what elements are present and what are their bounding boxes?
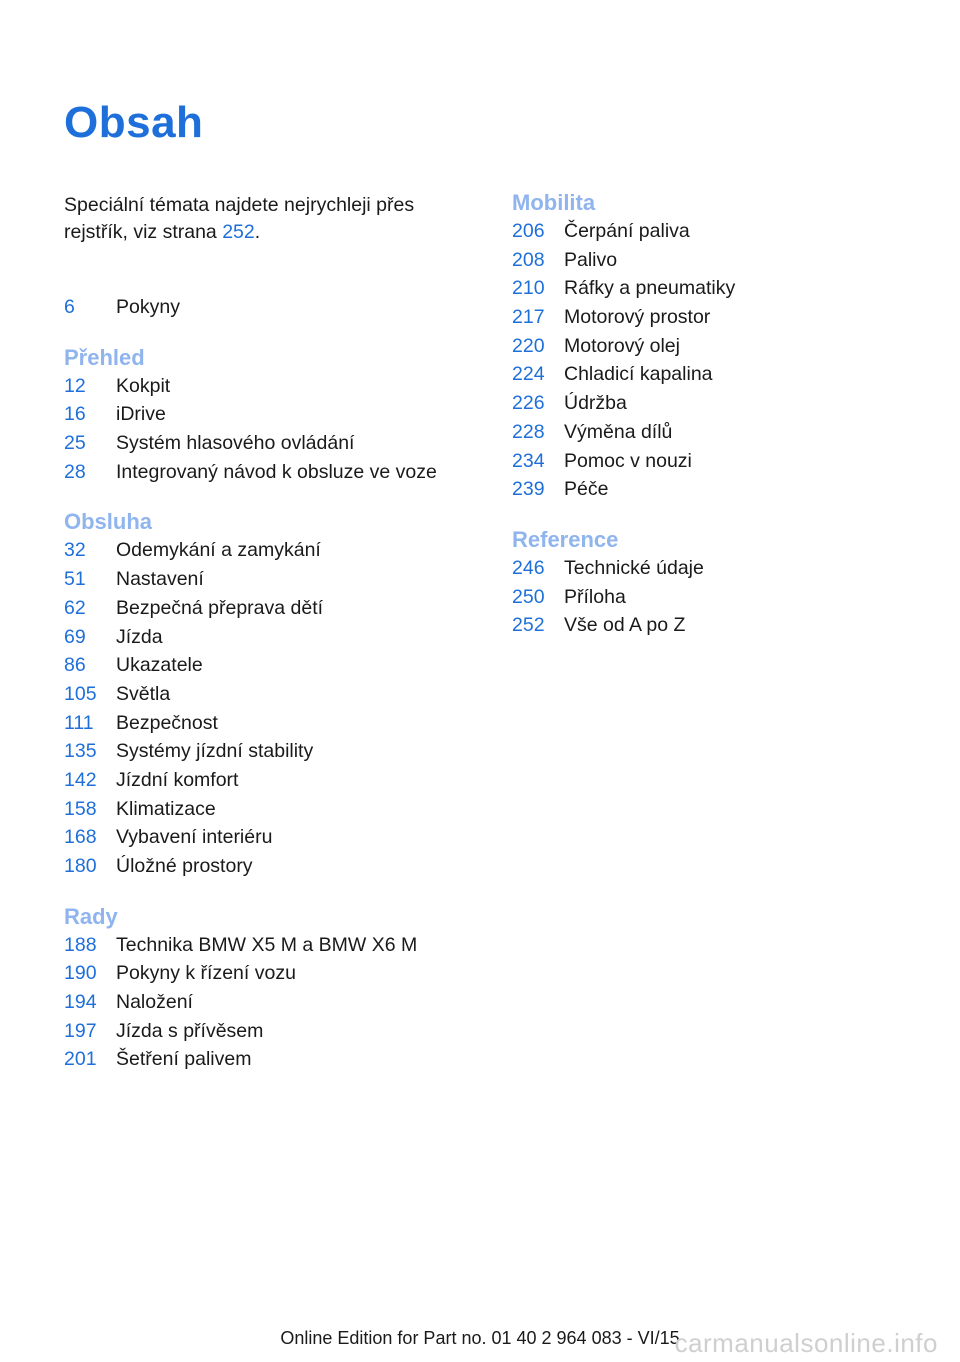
toc-entry[interactable] (64, 429, 464, 458)
toc-entry[interactable] (64, 680, 464, 709)
toc-entry-label[interactable]: Světla (116, 682, 171, 705)
toc-entry-label[interactable]: Nastavení (116, 568, 204, 591)
toc-entry-label[interactable]: Pokyny (116, 296, 180, 318)
toc-entry[interactable] (64, 1045, 464, 1074)
toc-page-number[interactable]: 12 (64, 374, 86, 397)
toc-entry[interactable] (64, 651, 464, 680)
section-title: Obsluha (64, 509, 153, 535)
toc-page-number[interactable]: 25 (64, 432, 86, 455)
intro-period: . (254, 221, 261, 243)
toc-entry-label[interactable]: Technika BMW X5 M a BMW X6 M (116, 933, 418, 956)
toc-entry[interactable] (64, 709, 464, 738)
toc-entry[interactable] (64, 623, 464, 652)
page-title: Obsah (64, 98, 204, 147)
toc-entry[interactable] (64, 400, 464, 429)
toc-page-number[interactable]: 194 (64, 991, 97, 1014)
toc-entry[interactable] (512, 360, 912, 389)
toc-entry-label[interactable]: Péče (564, 478, 609, 501)
section-title: Přehled (64, 344, 145, 370)
toc-entry-label[interactable]: Vše od A po Z (564, 614, 686, 637)
section-title: Rady (64, 903, 118, 929)
toc-page-number[interactable]: 111 (64, 711, 94, 734)
intro-line-1: Speciální témata najdete nejrychleji přes (64, 194, 415, 216)
toc-entry[interactable] (512, 274, 912, 303)
toc-entry[interactable] (64, 536, 464, 565)
toc-entry[interactable] (512, 303, 912, 332)
section-spacer (64, 486, 464, 508)
toc-entry[interactable] (64, 372, 464, 401)
toc-entry-label[interactable]: Bezpečná přeprava dětí (116, 596, 324, 619)
toc-entry[interactable] (64, 737, 464, 766)
toc-entry-label[interactable]: Integrovaný návod k obsluze ve voze (116, 460, 437, 483)
toc-entry-label[interactable]: Systém hlasového ovládání (116, 432, 355, 455)
toc-page-number[interactable]: 188 (64, 933, 97, 956)
toc-entry-label[interactable]: Čerpání paliva (564, 220, 690, 242)
toc-page-number[interactable]: 190 (64, 962, 97, 985)
toc-entry[interactable] (512, 554, 912, 583)
toc-entry-label[interactable]: Jízda s přívěsem (116, 1019, 264, 1042)
toc-entry-label[interactable]: Motorový prostor (564, 306, 711, 329)
toc-entry-label[interactable]: Pokyny k řízení vozu (116, 962, 296, 985)
toc-entry[interactable] (512, 418, 912, 447)
toc-entry[interactable] (512, 217, 912, 246)
toc-entry-label[interactable]: Vybavení interiéru (116, 826, 273, 849)
toc-page-number[interactable]: 28 (64, 460, 86, 483)
toc-entry-label[interactable]: Šetření palivem (116, 1048, 252, 1071)
toc-entry[interactable] (512, 583, 912, 612)
toc-entry-label[interactable]: Palivo (564, 248, 618, 271)
toc-page-number[interactable]: 217 (512, 306, 545, 329)
toc-page-number[interactable]: 6 (64, 296, 75, 318)
toc-entry[interactable] (512, 389, 912, 418)
toc-entry-label[interactable]: Jízdní komfort (116, 768, 239, 791)
toc-page-number[interactable]: 16 (64, 403, 86, 426)
toc-page-number[interactable]: 135 (64, 740, 97, 763)
toc-page-number[interactable]: 168 (64, 826, 97, 849)
toc-entry[interactable] (64, 565, 464, 594)
footer-edition: Online Edition for Part no. 01 40 2 964 083 - VI/15 (280, 1328, 680, 1348)
toc-page-number[interactable]: 226 (512, 392, 545, 415)
toc-page-number[interactable]: 197 (64, 1019, 97, 1042)
intro-text (64, 192, 454, 246)
toc-entry-label[interactable]: Chladicí kapalina (564, 363, 713, 386)
toc-entry-label[interactable]: Jízda (116, 625, 163, 648)
toc-entry-label[interactable]: Systémy jízdní stability (116, 740, 314, 763)
toc-page-number[interactable]: 250 (512, 585, 545, 608)
toc-page-number[interactable]: 142 (64, 768, 97, 791)
toc-entry[interactable] (64, 766, 464, 795)
section-spacer (512, 504, 912, 526)
toc-page-number[interactable]: 239 (512, 478, 545, 501)
toc-page-number[interactable]: 210 (512, 277, 545, 300)
toc-entry-label[interactable]: Bezpečnost (116, 711, 218, 734)
toc-page-number[interactable]: 246 (512, 556, 545, 579)
toc-entry[interactable] (64, 988, 464, 1017)
toc-entry-label[interactable]: Kokpit (116, 374, 171, 397)
toc-page-number[interactable]: 208 (512, 248, 545, 271)
toc-entry[interactable] (64, 594, 464, 623)
toc-entry[interactable] (64, 293, 464, 322)
toc-entry-label[interactable]: Klimatizace (116, 797, 216, 820)
toc-page-number[interactable]: 252 (512, 614, 545, 637)
toc-page-number[interactable]: 224 (512, 363, 545, 386)
toc-entry-label[interactable]: iDrive (116, 403, 166, 426)
toc-page-number[interactable]: 105 (64, 682, 97, 705)
toc-page-number[interactable]: 220 (512, 334, 545, 357)
toc-entry[interactable] (64, 1017, 464, 1046)
toc-entry[interactable] (64, 959, 464, 988)
toc-entry[interactable] (512, 475, 912, 504)
section-spacer (64, 881, 464, 903)
toc-entry[interactable] (64, 852, 464, 881)
toc-entry[interactable] (512, 332, 912, 361)
toc-entry[interactable] (512, 611, 912, 640)
toc-entry[interactable] (512, 447, 912, 476)
toc-left-column (64, 293, 464, 1074)
intro-line-2: rejstřík, viz strana (64, 221, 223, 243)
toc-entry-label[interactable]: Pomoc v nouzi (564, 449, 692, 472)
toc-entry-label[interactable]: Odemykání a zamykání (116, 539, 321, 562)
toc-entry[interactable] (64, 795, 464, 824)
toc-page-number[interactable]: 86 (64, 654, 86, 677)
toc-entry-label[interactable]: Údržba (564, 392, 627, 415)
toc-entry[interactable] (64, 823, 464, 852)
toc-page-number[interactable]: 201 (64, 1048, 97, 1071)
toc-entry[interactable] (512, 246, 912, 275)
index-page-link[interactable]: 252 (222, 221, 255, 243)
toc-entry-label[interactable]: Motorový olej (564, 334, 680, 357)
toc-page-number[interactable]: 234 (512, 449, 545, 472)
toc-page-number[interactable]: 158 (64, 797, 97, 820)
toc-entry[interactable] (64, 931, 464, 960)
toc-page-number[interactable]: 206 (512, 220, 545, 242)
watermark: carmanualsonline.info (674, 1328, 938, 1358)
toc-entry-label[interactable]: Ráfky a pneumatiky (564, 277, 736, 300)
section-spacer (64, 322, 464, 344)
toc-page-number[interactable]: 51 (64, 568, 86, 591)
toc-entry-label[interactable]: Výměna dílů (564, 420, 673, 443)
toc-page-number[interactable]: 32 (64, 539, 86, 562)
toc-entry-label[interactable]: Úložné prostory (116, 855, 253, 877)
toc-entry-label[interactable]: Ukazatele (116, 654, 203, 677)
toc-entry-label[interactable]: Příloha (564, 585, 626, 608)
toc-page-number[interactable]: 62 (64, 596, 86, 619)
toc-entry-label[interactable]: Naložení (116, 991, 193, 1014)
toc-page-number[interactable]: 180 (64, 855, 97, 877)
toc-entry[interactable] (64, 458, 464, 487)
section-title: Mobilita (512, 190, 596, 215)
toc-entry-label[interactable]: Technické údaje (564, 556, 704, 579)
toc-page-number[interactable]: 228 (512, 420, 545, 443)
toc-page-number[interactable]: 69 (64, 625, 86, 648)
section-title: Reference (512, 526, 619, 552)
toc-right-column (512, 189, 912, 640)
